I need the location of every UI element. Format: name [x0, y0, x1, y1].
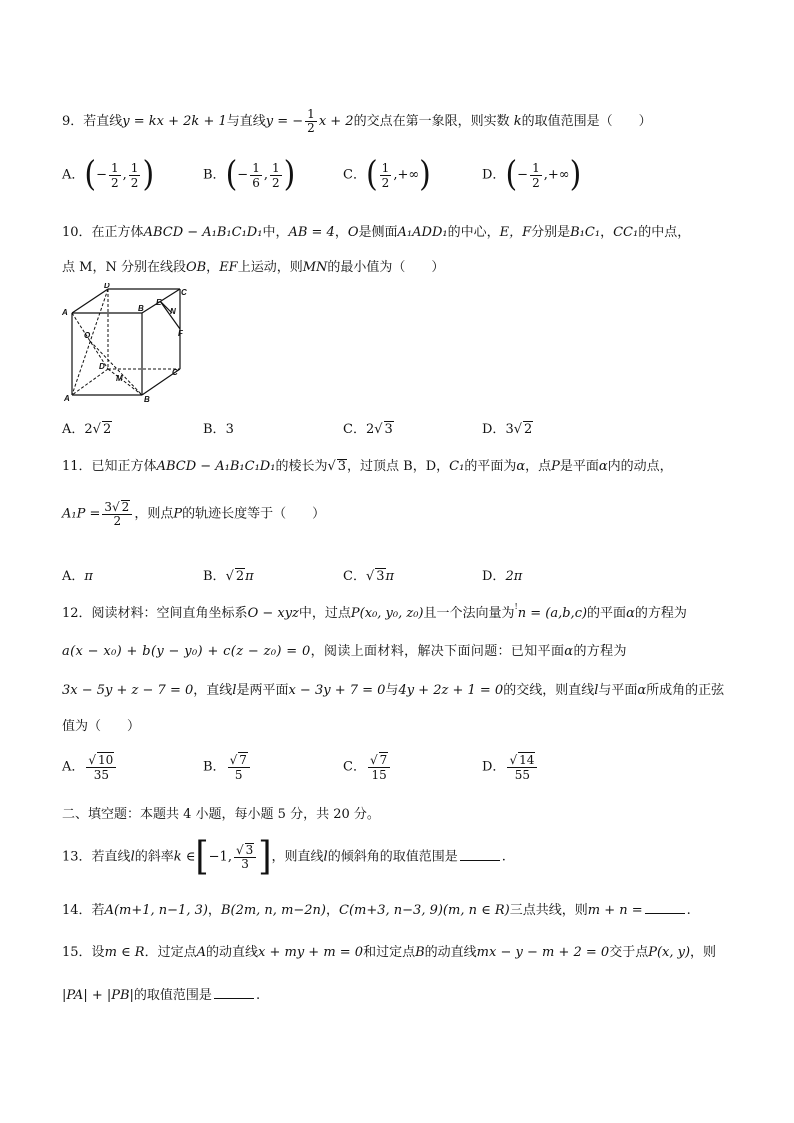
q9-choice-c[interactable]: C．( $\frac{1}{2}$ ,+∞) [343, 154, 431, 195]
q10-label-e: E [156, 298, 162, 307]
q13-answer-blank[interactable] [460, 850, 500, 861]
q9-choice-b[interactable]: B．(− $\frac{1}{6}$ , $\frac{1}{2}$ ) [203, 154, 296, 195]
q13-stem: 13．若直线l的斜率k ∈[−1, √ $\frac{3}{3}$ ]，则直线l的倾斜角的取值范围是 . [62, 840, 506, 874]
q10-choice-b[interactable]: B．3 [203, 422, 234, 437]
q10-choice-a[interactable]: A．2√ 2 [62, 418, 112, 437]
q12-stem-line4: 值为（ ） [62, 719, 141, 734]
q11-choice-a[interactable]: A．π [62, 569, 93, 584]
q10-label-d1: D [104, 283, 110, 290]
q10-label-a1: A [62, 308, 68, 317]
q11-choice-d[interactable]: D．2π [482, 569, 523, 584]
q9-stem: 9．若直线y = kx + 2k + 1与直线y = − $\frac{1}{2}$ x + 2的交点在第一象限，则实数 k的取值范围是（ ） [62, 107, 652, 136]
section-2-heading: 二、填空题：本题共 4 小题，每小题 5 分，共 20 分。 [62, 807, 380, 822]
q9-choice-a[interactable]: A．(− $\frac{1}{2}$ , $\frac{1}{2}$ ) [62, 154, 155, 195]
q10-label-c1: C [181, 288, 187, 297]
q12-stem-line2: a(x − x₀) + b(y − y₀) + c(z − z₀) = 0，阅读上面材料，解决下面问题：已知平面α的方程为 [62, 644, 627, 659]
q9-choice-d[interactable]: D．(− $\frac{1}{2}$ ,+∞) [482, 154, 582, 195]
q10-cube-figure [60, 283, 200, 403]
q12-choice-a[interactable]: A． √ $\frac{10}{35}$ [62, 752, 118, 782]
q10-label-m: M [116, 374, 123, 383]
q11-stem-line2: A₁P = $\frac{3√ 2}{2}$ ，则点P的轨迹长度等于（ ） [62, 500, 325, 528]
q12-choice-c[interactable]: C． √ $\frac{7}{15}$ [343, 752, 392, 782]
q12-stem-line1: 12．阅读材料：空间直角坐标系O − xyz中，过点P(x₀, y₀, z₀)且一个法向量为!n = (a,b,c)的平面α的方程为 [62, 602, 687, 621]
q10-label-b1: B [138, 304, 144, 313]
q14-stem: 14．若A(m+1, n−1, 3)，B(2m, n, m−2n)，C(m+3, n−3, 9)(m, n ∈ R)三点共线，则m + n = . [62, 903, 691, 918]
q11-choice-b[interactable]: B．√ 2π [203, 565, 254, 584]
q10-label-o: O [84, 331, 91, 340]
q11-stem-line1: 11．已知正方体ABCD − A₁B₁C₁D₁的棱长为√ 3，过顶点 B，D，C₁的平面为α，点P是平面α内的动点， [62, 459, 673, 474]
q12-choice-b[interactable]: B． √ $\frac{7}{5}$ [203, 752, 252, 782]
q10-label-a: A [64, 394, 70, 403]
q12-choice-d[interactable]: D． √ $\frac{14}{55}$ [482, 752, 539, 782]
q15-stem-line2: |PA| + |PB|的取值范围是 . [62, 988, 261, 1003]
q9-half-fraction: $\frac{1}{2}$ [307, 107, 315, 136]
q10-label-d: D [99, 362, 105, 371]
q10-stem-line2: 点 M，N 分别在线段OB，EF上运动，则MN的最小值为（ ） [62, 260, 445, 275]
q10-choice-d[interactable]: D．3√ 2 [482, 418, 533, 437]
q12-stem-line3: 3x − 5y + z − 7 = 0，直线l是两平面x − 3y + 7 = 0与4y + 2z + 1 = 0的交线，则直线l与平面α所成角的正弦 [62, 683, 725, 698]
q14-answer-blank[interactable] [645, 903, 685, 914]
q10-label-n: N [170, 307, 176, 316]
q10-choice-c[interactable]: C．2√ 3 [343, 418, 394, 437]
q10-stem-line1: 10．在正方体ABCD − A₁B₁C₁D₁中，AB = 4，O是侧面A₁ADD₁的中心，E，F分别是B₁C₁，CC₁的中点， [62, 225, 691, 240]
q10-label-b: B [144, 395, 150, 403]
q10-label-f: F [178, 329, 183, 338]
q11-choice-c[interactable]: C．√ 3π [343, 565, 394, 584]
q15-stem-line1: 15．设m ∈ R．过定点A的动直线x + my + m = 0和过定点B的动直线mx − y − m + 2 = 0交于点P(x, y)，则 [62, 945, 717, 960]
q15-answer-blank[interactable] [214, 988, 254, 999]
q10-label-c: C [172, 368, 178, 377]
